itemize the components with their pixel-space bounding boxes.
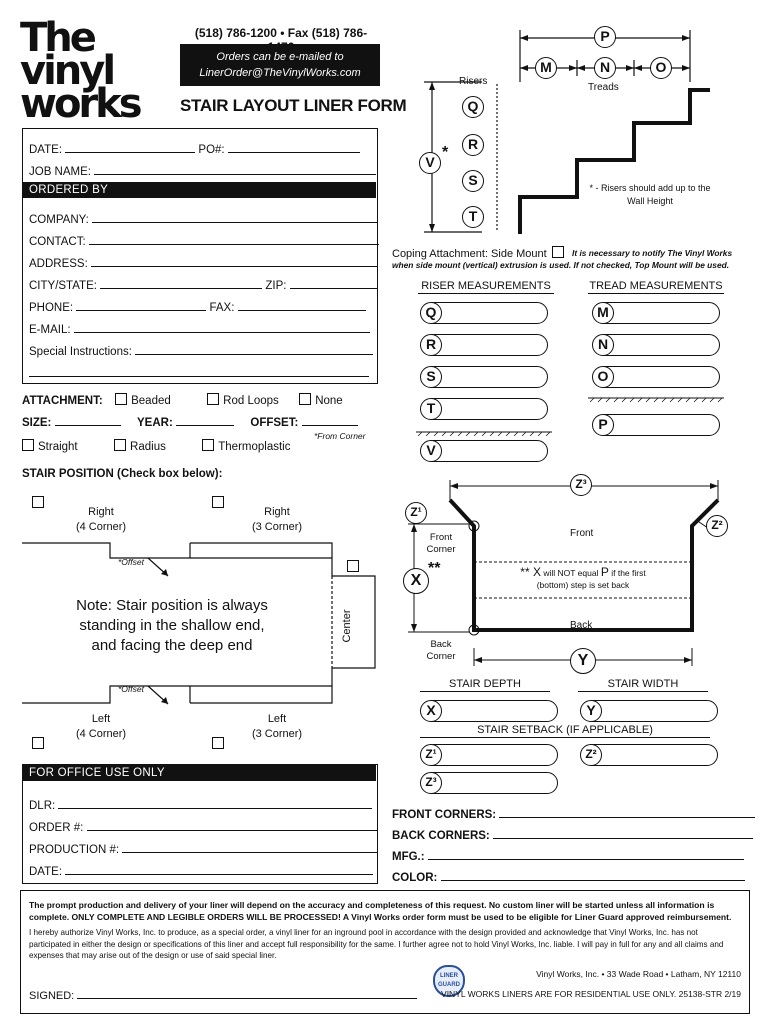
year-field[interactable] <box>176 416 234 426</box>
date-label: DATE: <box>29 144 63 156</box>
company-field[interactable] <box>92 213 378 223</box>
office-date-field[interactable] <box>65 865 373 875</box>
fax-field[interactable] <box>238 301 366 311</box>
dlr-field[interactable] <box>58 799 372 809</box>
center-label: Center <box>341 609 353 643</box>
front-corner-label: Front Corner <box>426 532 456 555</box>
depth-x-label: X <box>420 700 442 722</box>
label-n-circle: N <box>594 57 616 79</box>
z3-label: Z³ <box>570 474 592 496</box>
back-corners-field[interactable] <box>493 829 753 839</box>
signed-label: SIGNED: <box>29 990 75 1002</box>
po-label: PO#: <box>198 144 225 156</box>
tread-m-label: M <box>592 302 614 324</box>
office-use-header: FOR OFFICE USE ONLY <box>23 765 376 781</box>
v-star: * <box>442 144 449 161</box>
size-field[interactable] <box>55 416 121 426</box>
tread-n-label: N <box>592 334 614 356</box>
back-corners-label: BACK CORNERS: <box>392 830 490 842</box>
liner-guard-badge: LINER GUARD <box>433 965 465 997</box>
setback-z1-field[interactable] <box>422 744 558 766</box>
special-instructions-label: Special Instructions: <box>29 346 132 358</box>
date-field[interactable] <box>65 143 195 153</box>
email-box <box>180 44 380 86</box>
address-field[interactable] <box>91 257 377 267</box>
thermoplastic-checkbox[interactable] <box>202 439 214 451</box>
address-label: ADDRESS: <box>29 258 88 270</box>
email-address[interactable]: LinerOrder@TheVinylWorks.com <box>199 67 361 79</box>
offset-label: OFFSET: <box>250 417 299 429</box>
riser-v-label: V <box>420 440 442 462</box>
front-label: Front <box>570 528 594 539</box>
coping-attachment-label: Coping Attachment: Side Mount <box>392 248 547 260</box>
riser-measurements-title: RISER MEASUREMENTS <box>418 280 554 294</box>
center-checkbox[interactable] <box>347 560 359 572</box>
y-label: Y <box>570 648 596 674</box>
stair-profile-diagram <box>412 22 742 242</box>
z2-label: Z² <box>706 515 728 537</box>
po-field[interactable] <box>228 143 360 153</box>
year-label: YEAR: <box>137 417 173 429</box>
front-corners-label: FRONT CORNERS: <box>392 809 497 821</box>
straight-label: Straight <box>38 441 78 453</box>
size-label: SIZE: <box>22 417 52 429</box>
left-4-corner-checkbox[interactable] <box>32 737 44 749</box>
x-note: ** X will NOT equal P if the first (bottom) step is set back <box>520 565 646 590</box>
special-instructions-field-2[interactable] <box>29 367 369 377</box>
none-label: None <box>315 395 343 407</box>
phone-label: PHONE: <box>29 302 74 314</box>
order-box <box>22 128 378 384</box>
ordered-by-header: ORDERED BY <box>23 182 376 198</box>
back-corner-label: Back Corner <box>426 639 456 662</box>
city-state-field[interactable] <box>100 279 262 289</box>
mfg-field[interactable] <box>428 850 744 860</box>
setback-z3-label: Z³ <box>420 772 442 794</box>
company-label: COMPANY: <box>29 214 89 226</box>
footer-authorization-text: I hereby authorize Vinyl Works, Inc. to produce, as a special order, a vinyl liner for an inground pool in accordance with the design provided and acknowledge that Vinyl Works, Inc. has not participated in either the design or specifications of this liner and accept full responsibility for the same. I further agree not to hold Vinyl Works, Inc. liable. I will pay in full for any and all claims and expenses that may arise out of the design or use of said special liner. <box>29 928 724 960</box>
stair-setback-title: STAIR SETBACK (IF APPLICABLE) <box>420 724 710 738</box>
job-name-label: JOB NAME: <box>29 166 91 178</box>
none-checkbox[interactable] <box>299 393 311 405</box>
beaded-label: Beaded <box>131 395 171 407</box>
riser-s-label: S <box>420 366 442 388</box>
contact-label: CONTACT: <box>29 236 86 248</box>
right-4-corner-label: Right (4 Corner) <box>75 506 127 533</box>
straight-checkbox[interactable] <box>22 439 34 451</box>
label-o-circle: O <box>650 57 672 79</box>
risers-note: * - Risers should add up to the Wall Height <box>589 183 711 206</box>
email-label: E-MAIL: <box>29 324 71 336</box>
treads-label: Treads <box>588 82 619 93</box>
rod-loops-checkbox[interactable] <box>207 393 219 405</box>
tread-o-label: O <box>592 366 614 388</box>
tread-p-label: P <box>592 414 614 436</box>
footer-bold-text: The prompt production and delivery of your liner will depend on the accuracy and completeness of this request. No custom liner will be started unless all information is complete. ONLY COMPLETE AND LEGIBLE ORDERS WILL BE PROCESSED! A Vinyl Works order form must be used to be eligible for Liner Guard approved reimbursement. <box>29 900 732 922</box>
job-name-field[interactable] <box>94 165 376 175</box>
beaded-checkbox[interactable] <box>115 393 127 405</box>
hatch-lines <box>416 392 736 436</box>
stair-depth-title: STAIR DEPTH <box>420 678 550 692</box>
mfg-label: MFG.: <box>392 851 425 863</box>
signature-field[interactable] <box>77 989 417 999</box>
left-3-corner-label: Left (3 Corner) <box>251 713 303 740</box>
setback-z2-field[interactable] <box>582 744 718 766</box>
z1-label: Z¹ <box>405 502 427 524</box>
company-address: Vinyl Works, Inc. • 33 Wade Road • Latham, NY 12110 <box>536 969 741 979</box>
label-t-circle: T <box>462 206 484 228</box>
color-label: COLOR: <box>392 872 438 884</box>
label-m-circle: M <box>535 57 557 79</box>
tread-measurements-title: TREAD MEASUREMENTS <box>589 280 723 292</box>
front-corners-field[interactable] <box>499 808 755 818</box>
phone-field[interactable] <box>76 301 206 311</box>
risers-label: Risers <box>459 76 488 87</box>
stair-width-field[interactable] <box>582 700 718 722</box>
x-stars: ** <box>428 560 441 577</box>
left-4-corner-label: Left (4 Corner) <box>75 713 127 740</box>
thermoplastic-label: Thermoplastic <box>218 441 291 453</box>
contact-field[interactable] <box>89 235 379 245</box>
x-label: X <box>403 568 429 594</box>
left-3-corner-checkbox[interactable] <box>212 737 224 749</box>
label-v-circle: V <box>419 152 441 174</box>
offset-label-top: *Offset <box>118 557 144 567</box>
stair-position-note: Note: Stair position is always standing in the shallow end, and facing the deep end <box>76 597 268 654</box>
from-corner-note: *From Corner <box>314 431 366 441</box>
coping-note: It is necessary to notify The Vinyl Works when side mount (vertical) extrusion is used. If not checked, Top Mount will be used. <box>392 248 733 270</box>
setback-z2-label: Z² <box>580 744 602 766</box>
attachment-label: ATTACHMENT: <box>22 395 103 407</box>
residential-use-note: VINYL WORKS LINERS ARE FOR RESIDENTIAL USE ONLY. 25138-STR 2/19 <box>441 989 741 999</box>
dlr-label: DLR: <box>29 800 56 812</box>
right-3-corner-label: Right (3 Corner) <box>251 506 303 533</box>
label-q-circle: Q <box>462 96 484 118</box>
order-number-label: ORDER #: <box>29 822 84 834</box>
label-r-circle: R <box>462 134 484 156</box>
width-y-label: Y <box>580 700 602 722</box>
email-field[interactable] <box>74 323 370 333</box>
production-number-field[interactable] <box>122 843 378 853</box>
stair-width-title: STAIR WIDTH <box>578 678 708 692</box>
footer-box <box>20 890 750 1014</box>
radius-checkbox[interactable] <box>114 439 126 451</box>
phone-fax: (518) 786-1200 • Fax (518) 786- <box>194 26 368 40</box>
back-label: Back <box>570 620 593 631</box>
production-number-label: PRODUCTION #: <box>29 844 120 856</box>
order-number-field[interactable] <box>87 821 377 831</box>
city-state-label: CITY/STATE: <box>29 280 97 292</box>
setback-z3-field[interactable] <box>422 772 558 794</box>
offset-field[interactable] <box>302 416 358 426</box>
special-instructions-field[interactable] <box>135 345 373 355</box>
riser-r-label: R <box>420 334 442 356</box>
stair-position-title: STAIR POSITION (Check box below): <box>22 468 223 480</box>
zip-label: ZIP: <box>265 280 287 292</box>
office-use-box <box>22 764 378 884</box>
offset-label-bottom: *Offset <box>118 684 144 694</box>
label-s-circle: S <box>462 170 484 192</box>
company-logo: The vinyl works <box>20 15 140 127</box>
riser-q-label: Q <box>420 302 442 324</box>
office-date-label: DATE: <box>29 866 63 878</box>
fax-label: FAX: <box>209 302 235 314</box>
right-4-corner-checkbox[interactable] <box>32 496 44 508</box>
radius-label: Radius <box>130 441 166 453</box>
riser-t-label: T <box>420 398 442 420</box>
stair-depth-field[interactable] <box>422 700 558 722</box>
label-p-circle: P <box>594 26 616 48</box>
form-title: STAIR LAYOUT LINER FORM <box>180 96 407 115</box>
setback-z1-label: Z¹ <box>420 744 442 766</box>
rod-loops-label: Rod Loops <box>223 395 279 407</box>
color-field[interactable] <box>441 871 745 881</box>
email-intro: Orders can be e-mailed to <box>216 51 344 63</box>
zip-field[interactable] <box>290 279 378 289</box>
